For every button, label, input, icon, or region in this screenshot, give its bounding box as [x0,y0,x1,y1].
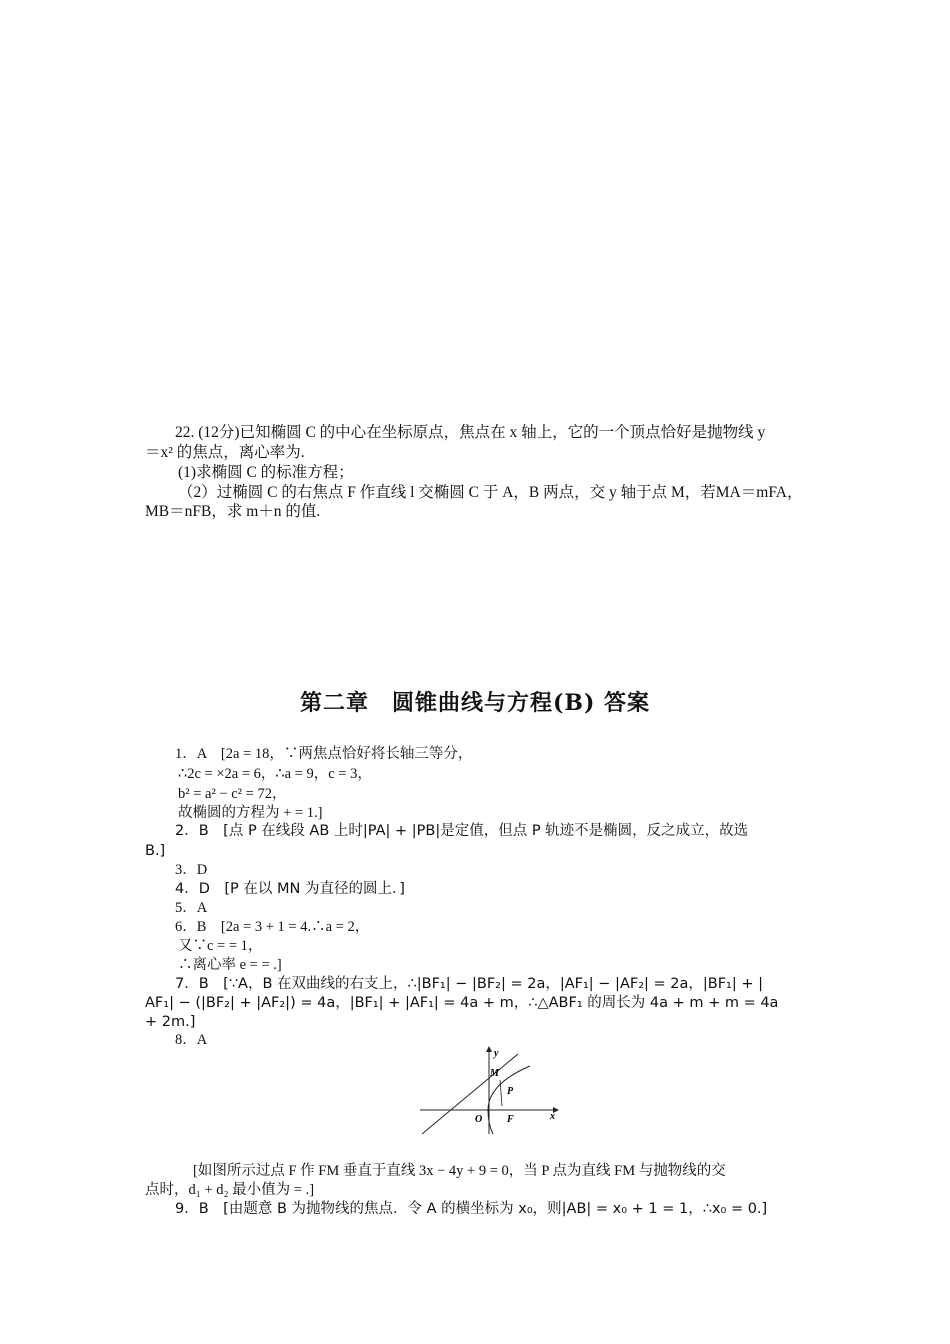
question-22-line-1: 22. (12分)已知椭圆 C 的中心在坐标原点，焦点在 x 轴上，它的一个顶点恰好是抛物线 y [175,424,766,441]
answer-1-line-2: ∴2c = ×2a = 6，∴a = 9，c = 3， [178,766,372,782]
answer-8-note-line-2: 点时，d₁ + d₂ 最小值为 = .] [145,1182,315,1198]
tangent-line [422,1054,518,1134]
answer-5: 5．A [175,900,208,916]
answer-9: 9．B [由题意 B 为抛物线的焦点．令 A 的横坐标为 x₀，则|AB| = x₀ + 1 = 1，∴x₀ = 0.] [175,1201,768,1217]
question-22-line-2: ＝x² 的焦点，离心率为. [145,444,305,461]
answer-6-line-1: 6．B [2a = 3 + 1 = 4.∴a = 2， [175,919,370,935]
parabola-figure [418,1044,563,1136]
answer-1-line-3: b² = a² − c² = 72， [178,786,287,802]
answer-7-line-3: + 2m.] [145,1014,196,1030]
point-m-label: M [490,1068,499,1079]
focus-f-label: F [507,1114,514,1125]
question-22-part-2-line-2: MB＝nFB，求 m＋n 的值. [145,503,321,520]
answer-6-line-3: ∴离心率 e = = .] [178,957,282,973]
section-title: 第二章 圆锥曲线与方程(B) 答案 [299,690,651,716]
x-axis-label: x [550,1111,555,1122]
answer-2-line-2: B.] [145,843,166,859]
answer-8: 8．A [175,1032,208,1048]
answer-7-line-2: AF₁| − (|BF₂| + |AF₂|) = 4a，|BF₁| + |AF₁| = 4a + m，∴△ABF₁ 的周长为 4a + m + m = 4a [145,995,779,1011]
y-axis-arrow [486,1046,492,1052]
y-axis-label: y [494,1048,499,1059]
answer-1-line-1: 1．A [2a = 18，∵两焦点恰好将长轴三等分， [175,746,473,762]
origin-label: O [475,1114,483,1125]
answer-7-line-1: 7．B [∵A，B 在双曲线的右支上，∴|BF₁| − |BF₂| = 2a，|AF₁| − |AF₂| = 2a，|BF₁| + | [175,976,763,992]
answer-2-line-1: 2．B [点 P 在线段 AB 上时|PA| + |PB|是定值，但点 P 轨迹不是椭圆，反之成立，故选 [175,823,749,839]
answer-6-line-2: 又∵c = = 1， [178,938,263,954]
answer-3: 3．D [175,862,208,878]
question-22-part-1: (1)求椭圆 C 的标准方程； [178,464,354,481]
answer-4: 4．D [P 在以 MN 为直径的圆上．] [175,881,405,897]
question-22-part-2-line-1: （2）过椭圆 C 的右焦点 F 作直线 l 交椭圆 C 于 A，B 两点，交 y 轴于点 M，若MA＝mFA， [178,484,803,501]
answer-8-note-line-1: [如图所示过点 F 作 FM 垂直于直线 3x − 4y + 9 = 0，当 P 点为直线 FM 与抛物线的交 [193,1163,726,1179]
answer-1-line-4: 故椭圆的方程为 + = 1.] [178,805,323,821]
point-p-label: P [507,1086,514,1097]
